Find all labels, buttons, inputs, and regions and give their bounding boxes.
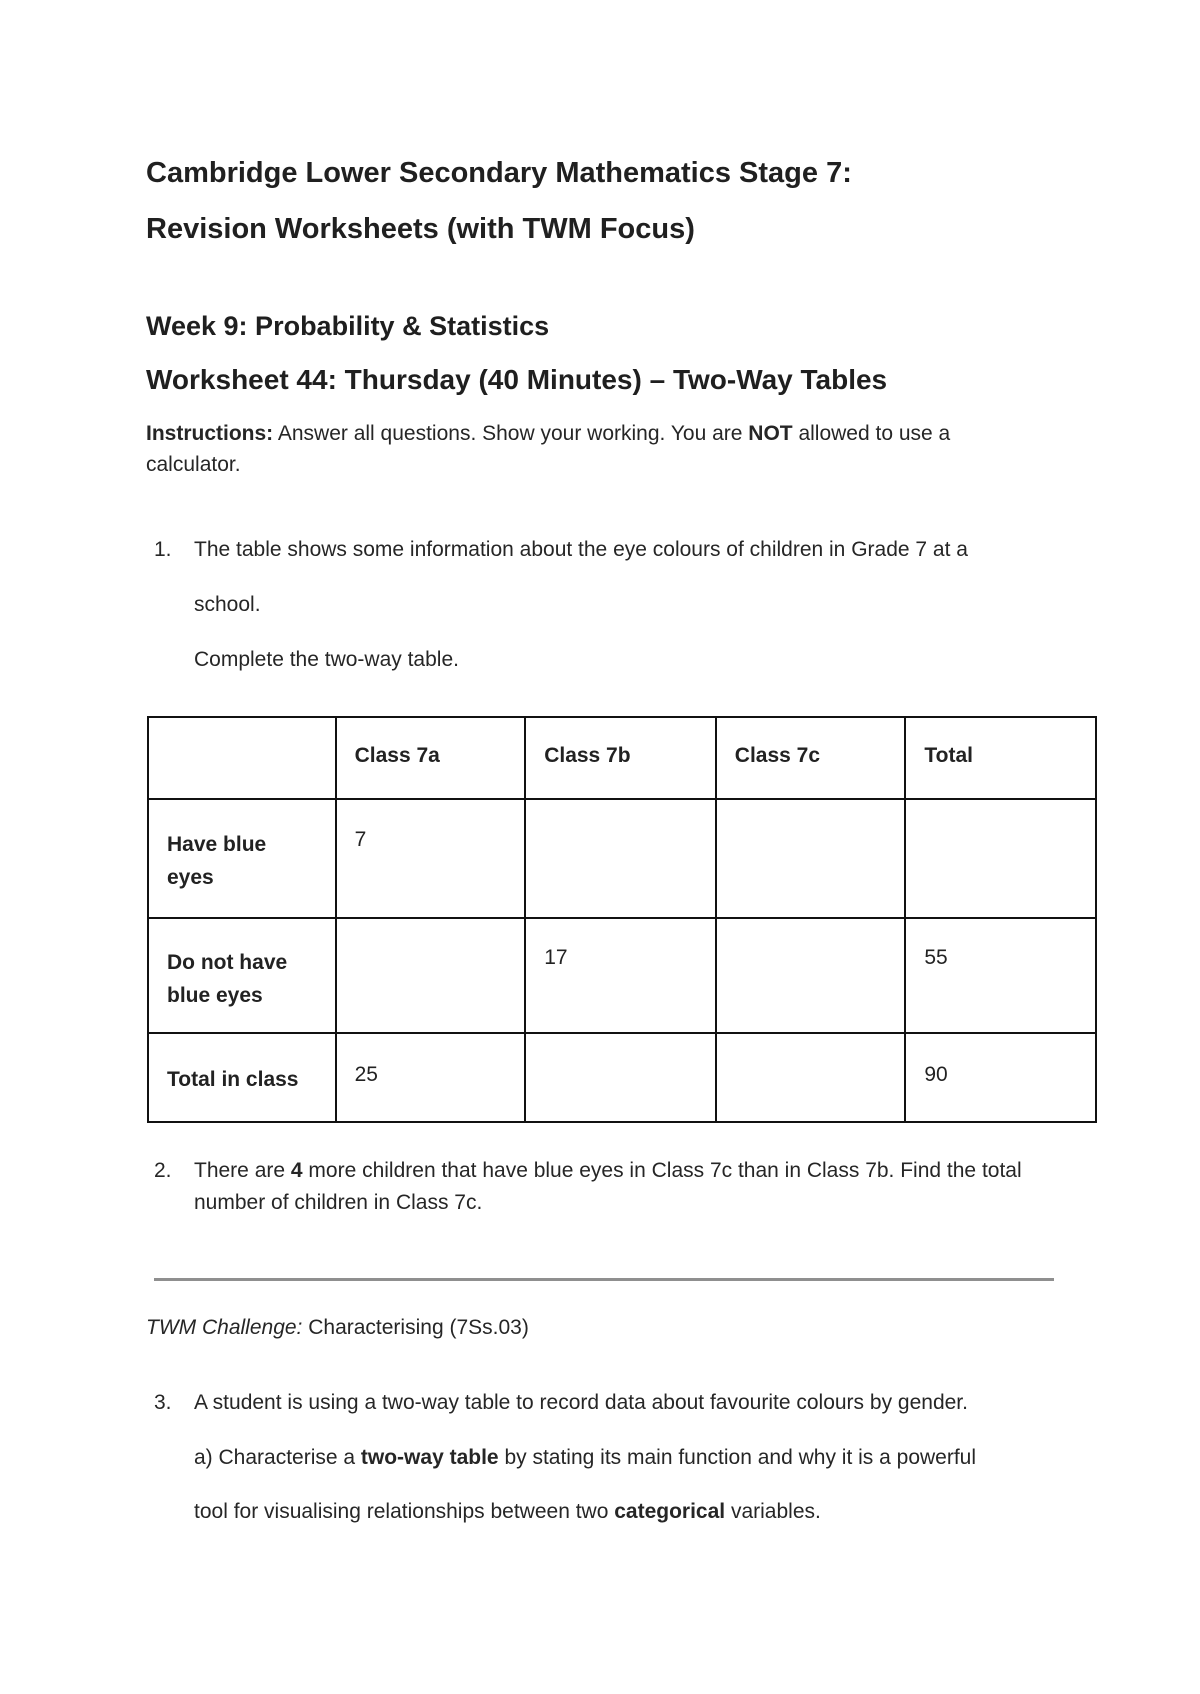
question-3-part-a-line1 — [194, 1446, 1064, 1470]
table-cell[interactable] — [525, 799, 716, 918]
table-header-cell: Class 7c — [716, 717, 906, 799]
question-3-part-a-line2 — [194, 1500, 1064, 1524]
part-a-line2-after: variables. — [725, 1500, 821, 1523]
part-a-bold-term-2: categorical — [614, 1500, 726, 1523]
table-cell[interactable]: 90 — [905, 1033, 1096, 1122]
table-header-cell — [148, 717, 336, 799]
table-cell[interactable] — [905, 799, 1096, 918]
instructions-text-after: allowed to use a calculator. — [146, 422, 951, 476]
row-label: Do not have blue eyes — [148, 918, 336, 1033]
week-heading: Week 9: Probability & Statistics — [146, 311, 550, 341]
question-2-number: 2. — [154, 1159, 172, 1182]
question-3-number: 3. — [154, 1391, 172, 1414]
table-cell[interactable]: 17 — [525, 918, 716, 1033]
part-a-line2-before: tool for visualising relationships between two — [194, 1500, 615, 1523]
question-1-line3: Complete the two-way table. — [194, 648, 459, 671]
question-2-text-after: more children that have blue eyes in Class 7c than in Class 7b. Find the total number of children in Class 7c. — [194, 1159, 1022, 1214]
table-cell[interactable] — [716, 799, 906, 918]
worksheet-heading: Worksheet 44: Thursday (40 Minutes) – Two-Way Tables — [146, 364, 888, 395]
twm-challenge — [146, 1316, 529, 1340]
question-3-line1: A student is using a two-way table to record data about favourite colours by gender. — [194, 1391, 968, 1414]
instructions-text-before: Answer all questions. Show your working. You are — [273, 422, 749, 445]
table-cell[interactable]: 55 — [905, 918, 1096, 1033]
section-divider — [154, 1278, 1054, 1281]
table-cell[interactable] — [716, 918, 906, 1033]
table-cell[interactable]: 7 — [336, 799, 526, 918]
table-row — [148, 918, 1096, 1033]
table-header-cell: Total — [905, 717, 1096, 799]
question-2-text — [194, 1155, 1064, 1219]
table-cell[interactable] — [336, 918, 526, 1033]
table-cell[interactable] — [525, 1033, 716, 1122]
question-1-number: 1. — [154, 538, 172, 561]
table-row — [148, 799, 1096, 918]
table-cell[interactable] — [716, 1033, 906, 1122]
table-cell[interactable]: 25 — [336, 1033, 526, 1122]
page-title-line1: Cambridge Lower Secondary Mathematics Stage 7: — [146, 157, 852, 189]
part-a-text-before: a) Characterise a — [194, 1446, 361, 1469]
question-2-emphasis: 4 — [290, 1159, 303, 1182]
question-2-text-before: There are — [194, 1159, 291, 1182]
part-a-bold-term: two-way table — [360, 1446, 499, 1469]
table-header-cell: Class 7a — [336, 717, 526, 799]
page-title-line2: Revision Worksheets (with TWM Focus) — [146, 213, 695, 245]
two-way-table — [147, 716, 1097, 1123]
table-header-row — [148, 717, 1096, 799]
instructions — [146, 418, 1046, 480]
table-header-cell: Class 7b — [525, 717, 716, 799]
question-1-line1: The table shows some information about the eye colours of children in Grade 7 at a — [194, 538, 968, 561]
twm-label: TWM Challenge: — [146, 1316, 303, 1339]
instructions-label: Instructions: — [146, 422, 274, 445]
row-label: Have blue eyes — [148, 799, 336, 918]
twm-text: Characterising (7Ss.03) — [302, 1316, 529, 1339]
part-a-text-middle: by stating its main function and why it is a powerful — [498, 1446, 977, 1469]
instructions-emphasis: NOT — [748, 422, 793, 445]
question-1-line2: school. — [194, 593, 261, 616]
row-label: Total in class — [148, 1033, 336, 1122]
table-row — [148, 1033, 1096, 1122]
